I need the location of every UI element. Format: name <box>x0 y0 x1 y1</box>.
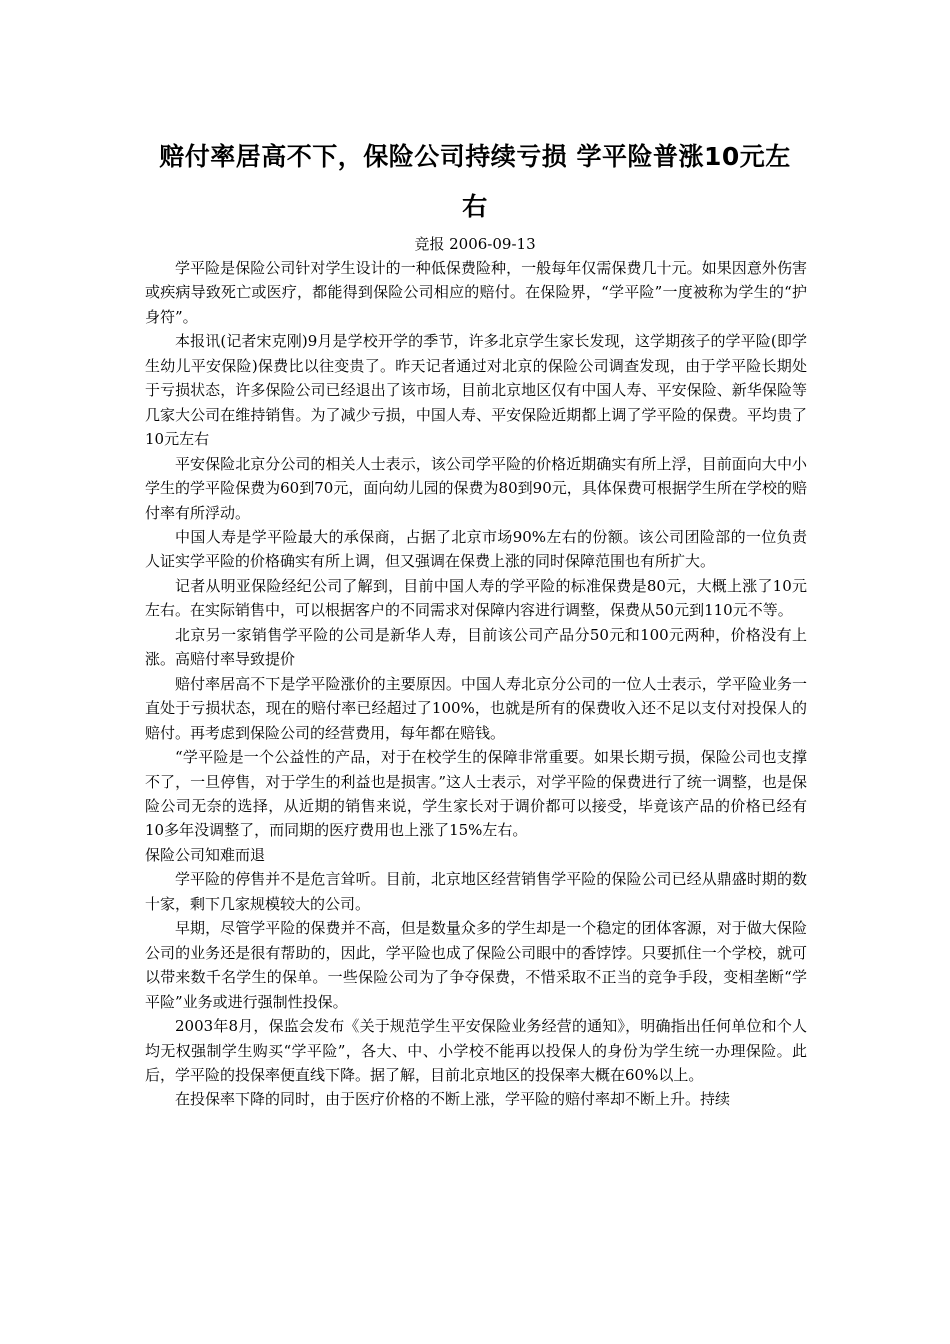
article-title: 赔付率居高不下，保险公司持续亏损 学平险普涨10元左右 <box>159 142 791 221</box>
article-paragraph: 本报讯(记者宋克刚)9月是学校开学的季节，许多北京学生家长发现，这学期孩子的学平险(即学生幼儿平安保险)保费比以往变贵了。昨天记者通过对北京的保险公司调查发现，由于学平险长期处于亏损状态，许多保险公司已经退出了该市场，目前北京地区仅有中国人寿、平安保险、新华保险等几家大公司在维持销售。为了减少亏损，中国人寿、平安保险近期都上调了学平险的保费。平均贵了10元左右 <box>145 332 807 449</box>
article-paragraph: 赔付率居高不下是学平险涨价的主要原因。中国人寿北京分公司的一位人士表示，学平险业务一直处于亏损状态，现在的赔付率已经超过了100%，也就是所有的保费收入还不足以支付对投保人的赔付。再考虑到保险公司的经营费用，每年都在赔钱。 <box>145 674 807 742</box>
article-paragraph: “学平险是一个公益性的产品，对于在校学生的保障非常重要。如果长期亏损，保险公司也支撑不了，一旦停售，对于学生的利益也是损害。”这人士表示，对学平险的保费进行了统一调整，也是保险公司无奈的选择，从近期的销售来说，学生家长对于调价都可以接受，毕竟该产品的价格已经有10多年没调整了，而同期的医疗费用也上涨了15%左右。 <box>145 748 807 840</box>
article-paragraph: 2003年8月，保监会发布《关于规范学生平安保险业务经营的通知》，明确指出任何单位和个人均无权强制学生购买“学平险”，各大、中、小学校不能再以投保人的身份为学生统一办理保险。此后，学平险的投保率便直线下降。据了解，目前北京地区的投保率大概在60%以上。 <box>145 1017 807 1084</box>
article-paragraph: 北京另一家销售学平险的公司是新华人寿，目前该公司产品分50元和100元两种，价格没有上涨。高赔付率导致提价 <box>145 625 807 669</box>
article-body <box>145 256 807 1112</box>
article-paragraph: 学平险是保险公司针对学生设计的一种低保费险种，一般每年仅需保费几十元。如果因意外伤害或疾病导致死亡或医疗，都能得到保险公司相应的赔付。在保险界，“学平险”一度被称为学生的“护身符”。 <box>145 259 807 326</box>
article-subheading: 保险公司知难而退 <box>145 845 266 864</box>
article-paragraph: 学平险的停售并不是危言耸听。目前，北京地区经营销售学平险的保险公司已经从鼎盛时期的数十家，剩下几家规模较大的公司。 <box>145 870 807 913</box>
article-paragraph: 记者从明亚保险经纪公司了解到，目前中国人寿的学平险的标准保费是80元，大概上涨了10元左右。在实际销售中，可以根据客户的不同需求对保障内容进行调整，保费从50元到110元不等。 <box>145 576 807 620</box>
article-source-date: 竞报 2006-09-13 <box>414 235 536 253</box>
article-paragraph: 在投保率下降的同时，由于医疗价格的不断上涨，学平险的赔付率却不断上升。持续 <box>175 1090 731 1109</box>
article-paragraph: 早期，尽管学平险的保费并不高，但是数量众多的学生却是一个稳定的团体客源，对于做大保险公司的业务还是很有帮助的，因此，学平险也成了保险公司眼中的香饽饽。只要抓住一个学校，就可以带来数千名学生的保单。一些保险公司为了争夺保费，不惜采取不正当的竞争手段，变相垄断“学平险”业务或进行强制性投保。 <box>145 919 807 1011</box>
article-paragraph: 中国人寿是学平险最大的承保商，占据了北京市场90%左右的份额。该公司团险部的一位负责人证实学平险的价格确实有所上调，但又强调在保费上涨的同时保障范围也有所扩大。 <box>145 527 807 571</box>
article-paragraph: 平安保险北京分公司的相关人士表示，该公司学平险的价格近期确实有所上浮，目前面向大中小学生的学平险保费为60到70元，面向幼儿园的保费为80到90元，具体保费可根据学生所在学校的赔付率有所浮动。 <box>145 454 807 522</box>
